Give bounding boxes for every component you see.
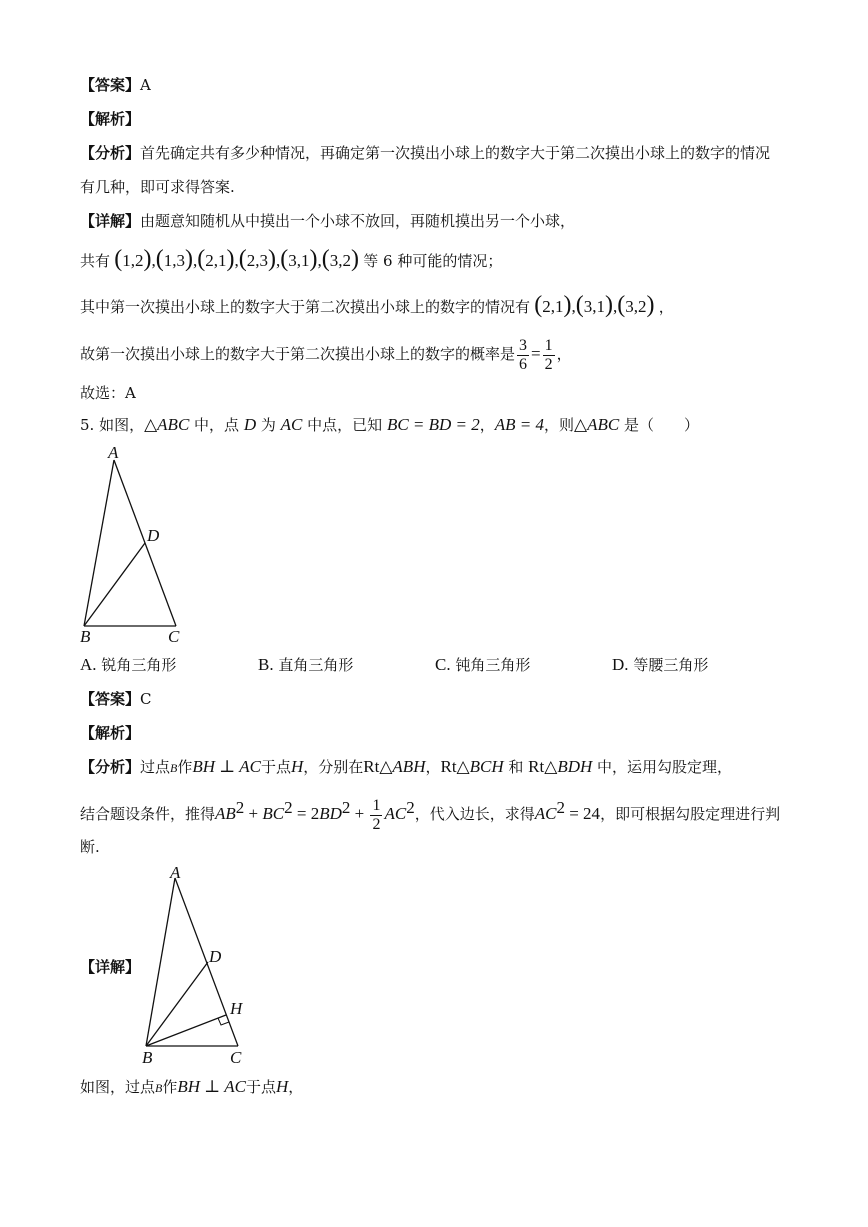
stem-text: 中点，已知	[302, 416, 387, 434]
math-op: +	[350, 804, 369, 823]
triangle-symbol: △	[574, 415, 588, 434]
segment-bd	[84, 543, 145, 626]
exponent: 2	[556, 798, 565, 817]
math-ab: AB = 4	[494, 415, 545, 434]
q5-fenxi-line1	[80, 756, 732, 779]
denominator: 6	[519, 355, 528, 373]
numerator: 1	[372, 796, 381, 814]
math-d: D	[243, 415, 257, 434]
detail-text: ，	[288, 1078, 304, 1096]
math-rt: Rt△	[528, 757, 558, 776]
fenxi-text: 过点	[140, 758, 171, 776]
fenxi-text: 断.	[80, 838, 100, 856]
q4-xiangjie-line	[80, 210, 575, 232]
q4-analysis-line	[80, 108, 140, 130]
pair: 3,2	[625, 297, 647, 316]
q4-choice-line	[80, 382, 136, 404]
label-a: A	[108, 443, 119, 462]
option-text: 锐角三角形	[101, 656, 177, 674]
answer-value: A	[140, 76, 151, 94]
answer-tag: 【答案】	[80, 76, 141, 94]
exponent: 2	[406, 798, 415, 817]
q5-xiangjie-line	[80, 956, 140, 978]
label-h: H	[230, 999, 243, 1018]
option-d	[612, 654, 708, 675]
detail-text: 于点	[245, 1078, 276, 1096]
stem-text: 为	[256, 416, 281, 434]
choice-text: 故选：A	[80, 384, 136, 402]
fav-prefix: 其中第一次摸出小球上的数字大于第二次摸出小球上的数字的情况有	[80, 298, 531, 316]
option-a	[80, 654, 176, 675]
label-d: D	[209, 947, 222, 966]
math-h: H	[290, 757, 304, 776]
option-letter: C.	[435, 655, 451, 674]
analysis-tag: 【解析】	[80, 110, 141, 128]
triangle-symbol: △	[144, 415, 158, 434]
math-ab: AB	[215, 804, 236, 823]
fenxi-text: 首先确定共有多少种情况，再确定第一次摸出小球上的数字大于第二次摸出小球上的数字的情况	[140, 144, 771, 162]
xiangjie-tag: 【详解】	[80, 212, 141, 230]
q4-fenxi-line2	[80, 176, 235, 198]
xiangjie-tag: 【详解】	[80, 958, 141, 976]
fenxi-text: ，即可根据勾股定理进行判	[600, 805, 781, 823]
label-d: D	[147, 526, 160, 545]
fenxi-text: 中，运用勾股定理，	[592, 758, 733, 776]
fraction-3-6	[517, 337, 529, 374]
math-abc: ABC	[157, 415, 190, 434]
fenxi-tag: 【分析】	[80, 758, 141, 776]
answer-value: C	[140, 690, 152, 708]
option-letter: A.	[80, 655, 97, 674]
math-op: = 2	[292, 804, 320, 823]
xiangjie-text: 由题意知随机从中摸出一个小球不放回，再随机摸出另一个小球，	[140, 212, 576, 230]
option-c	[435, 654, 530, 675]
q4-fenxi-line1	[80, 142, 770, 164]
fenxi-tag: 【分析】	[80, 144, 141, 162]
option-b	[258, 654, 353, 675]
detail-text: 如图，过点	[80, 1078, 156, 1096]
q5-fenxi-line3	[80, 836, 100, 858]
fav-suffix: ，	[658, 298, 674, 316]
math-bh-perp-ac: BH ⊥ AC	[192, 757, 261, 776]
pair: 3,1	[583, 297, 606, 316]
math-b: B	[155, 1081, 163, 1095]
stem-text: ，	[479, 416, 495, 434]
exponent: 2	[284, 798, 293, 817]
pair: 3,2	[329, 251, 352, 270]
numerator: 1	[544, 336, 553, 354]
prob-suffix: ，	[556, 345, 572, 363]
q5-analysis-line	[80, 722, 140, 744]
fenxi-text: 作	[177, 758, 193, 776]
label-b: B	[80, 627, 91, 646]
math-bch: BCH	[469, 757, 504, 776]
pair: 2,1	[542, 297, 564, 316]
label-b: B	[142, 1048, 153, 1067]
q4-probability-line	[80, 334, 572, 374]
stem-text: 中，点	[189, 416, 244, 434]
math-value: = 24	[564, 804, 601, 823]
side-ab	[146, 878, 175, 1046]
stem-text: 是（ ）	[619, 416, 700, 434]
equals-sign: =	[531, 344, 541, 363]
exponent: 2	[341, 798, 351, 817]
pair: 1,3	[163, 251, 186, 270]
math-rt: Rt△	[440, 757, 470, 776]
stem-number: 5. 如图，	[80, 416, 145, 434]
option-text: 等腰三角形	[633, 656, 709, 674]
q4-total-cases-line	[80, 248, 502, 272]
stem-text: ，则	[544, 416, 575, 434]
analysis-tag: 【解析】	[80, 724, 141, 742]
fraction-1-2	[543, 337, 555, 374]
fraction-half	[370, 797, 382, 834]
denominator: 2	[544, 355, 553, 373]
fenxi-text: 于点	[260, 758, 291, 776]
exponent: 2	[235, 798, 245, 817]
q4-favorable-line	[80, 294, 674, 318]
option-letter: B.	[258, 655, 274, 674]
math-bc: BC	[262, 804, 285, 823]
total-prefix: 共有	[80, 252, 111, 270]
math-bh-perp-ac: BH ⊥ AC	[177, 1077, 246, 1096]
math-bdh: BDH	[557, 757, 593, 776]
q5-fenxi-line2	[80, 788, 780, 834]
math-ac: AC	[280, 415, 303, 434]
fenxi-text: ，分别在	[303, 758, 364, 776]
fenxi-text-2: 有几种，即可求得答案.	[80, 178, 235, 196]
detail-text: 作	[162, 1078, 178, 1096]
answer-tag: 【答案】	[80, 690, 141, 708]
triangle-figure-2	[132, 862, 262, 1072]
triangle-figure-1	[70, 440, 200, 650]
math-bd: BD	[319, 804, 342, 823]
option-letter: D.	[612, 655, 629, 674]
label-c: C	[168, 627, 180, 646]
side-ab	[84, 460, 114, 626]
math-op: +	[244, 804, 263, 823]
q5-stem	[80, 414, 699, 436]
pair: 1,2	[122, 251, 144, 270]
fenxi-text: ，代入边长，求得	[414, 805, 535, 823]
fenxi-text: 结合题设条件，推得	[80, 805, 216, 823]
math-abc: ABC	[587, 415, 620, 434]
pair-list-all: (1,2),(1,3),(2,1),(2,3),(3,1),(3,2)	[114, 246, 360, 272]
pair: 3,1	[288, 251, 310, 270]
q5-answer-line	[80, 688, 152, 710]
math-h: H	[275, 1077, 289, 1096]
pair-list-fav: (2,1),(3,1),(3,2)	[534, 292, 655, 318]
math-ac: AC	[384, 804, 407, 823]
q4-answer-line	[80, 74, 151, 96]
label-c: C	[230, 1048, 242, 1067]
total-suffix: 等 6 种可能的情况；	[363, 252, 503, 270]
fenxi-text: 和	[503, 758, 529, 776]
math-bc-bd: BC = BD = 2	[386, 415, 480, 434]
math-ac: AC	[534, 804, 557, 823]
pair: 2,3	[246, 251, 269, 270]
option-text: 直角三角形	[278, 656, 354, 674]
math-abh: ABH	[392, 757, 426, 776]
q5-detail-line	[80, 1076, 303, 1099]
label-a: A	[170, 863, 181, 882]
numerator: 3	[519, 336, 528, 354]
option-text: 钝角三角形	[455, 656, 531, 674]
fenxi-text: ，	[425, 758, 441, 776]
math-b: B	[170, 761, 178, 775]
prob-prefix: 故第一次摸出小球上的数字大于第二次摸出小球上的数字的概率是	[80, 345, 516, 363]
math-rt: Rt△	[363, 757, 393, 776]
side-ac	[175, 878, 238, 1046]
denominator: 2	[372, 815, 381, 833]
pair: 2,1	[205, 251, 227, 270]
